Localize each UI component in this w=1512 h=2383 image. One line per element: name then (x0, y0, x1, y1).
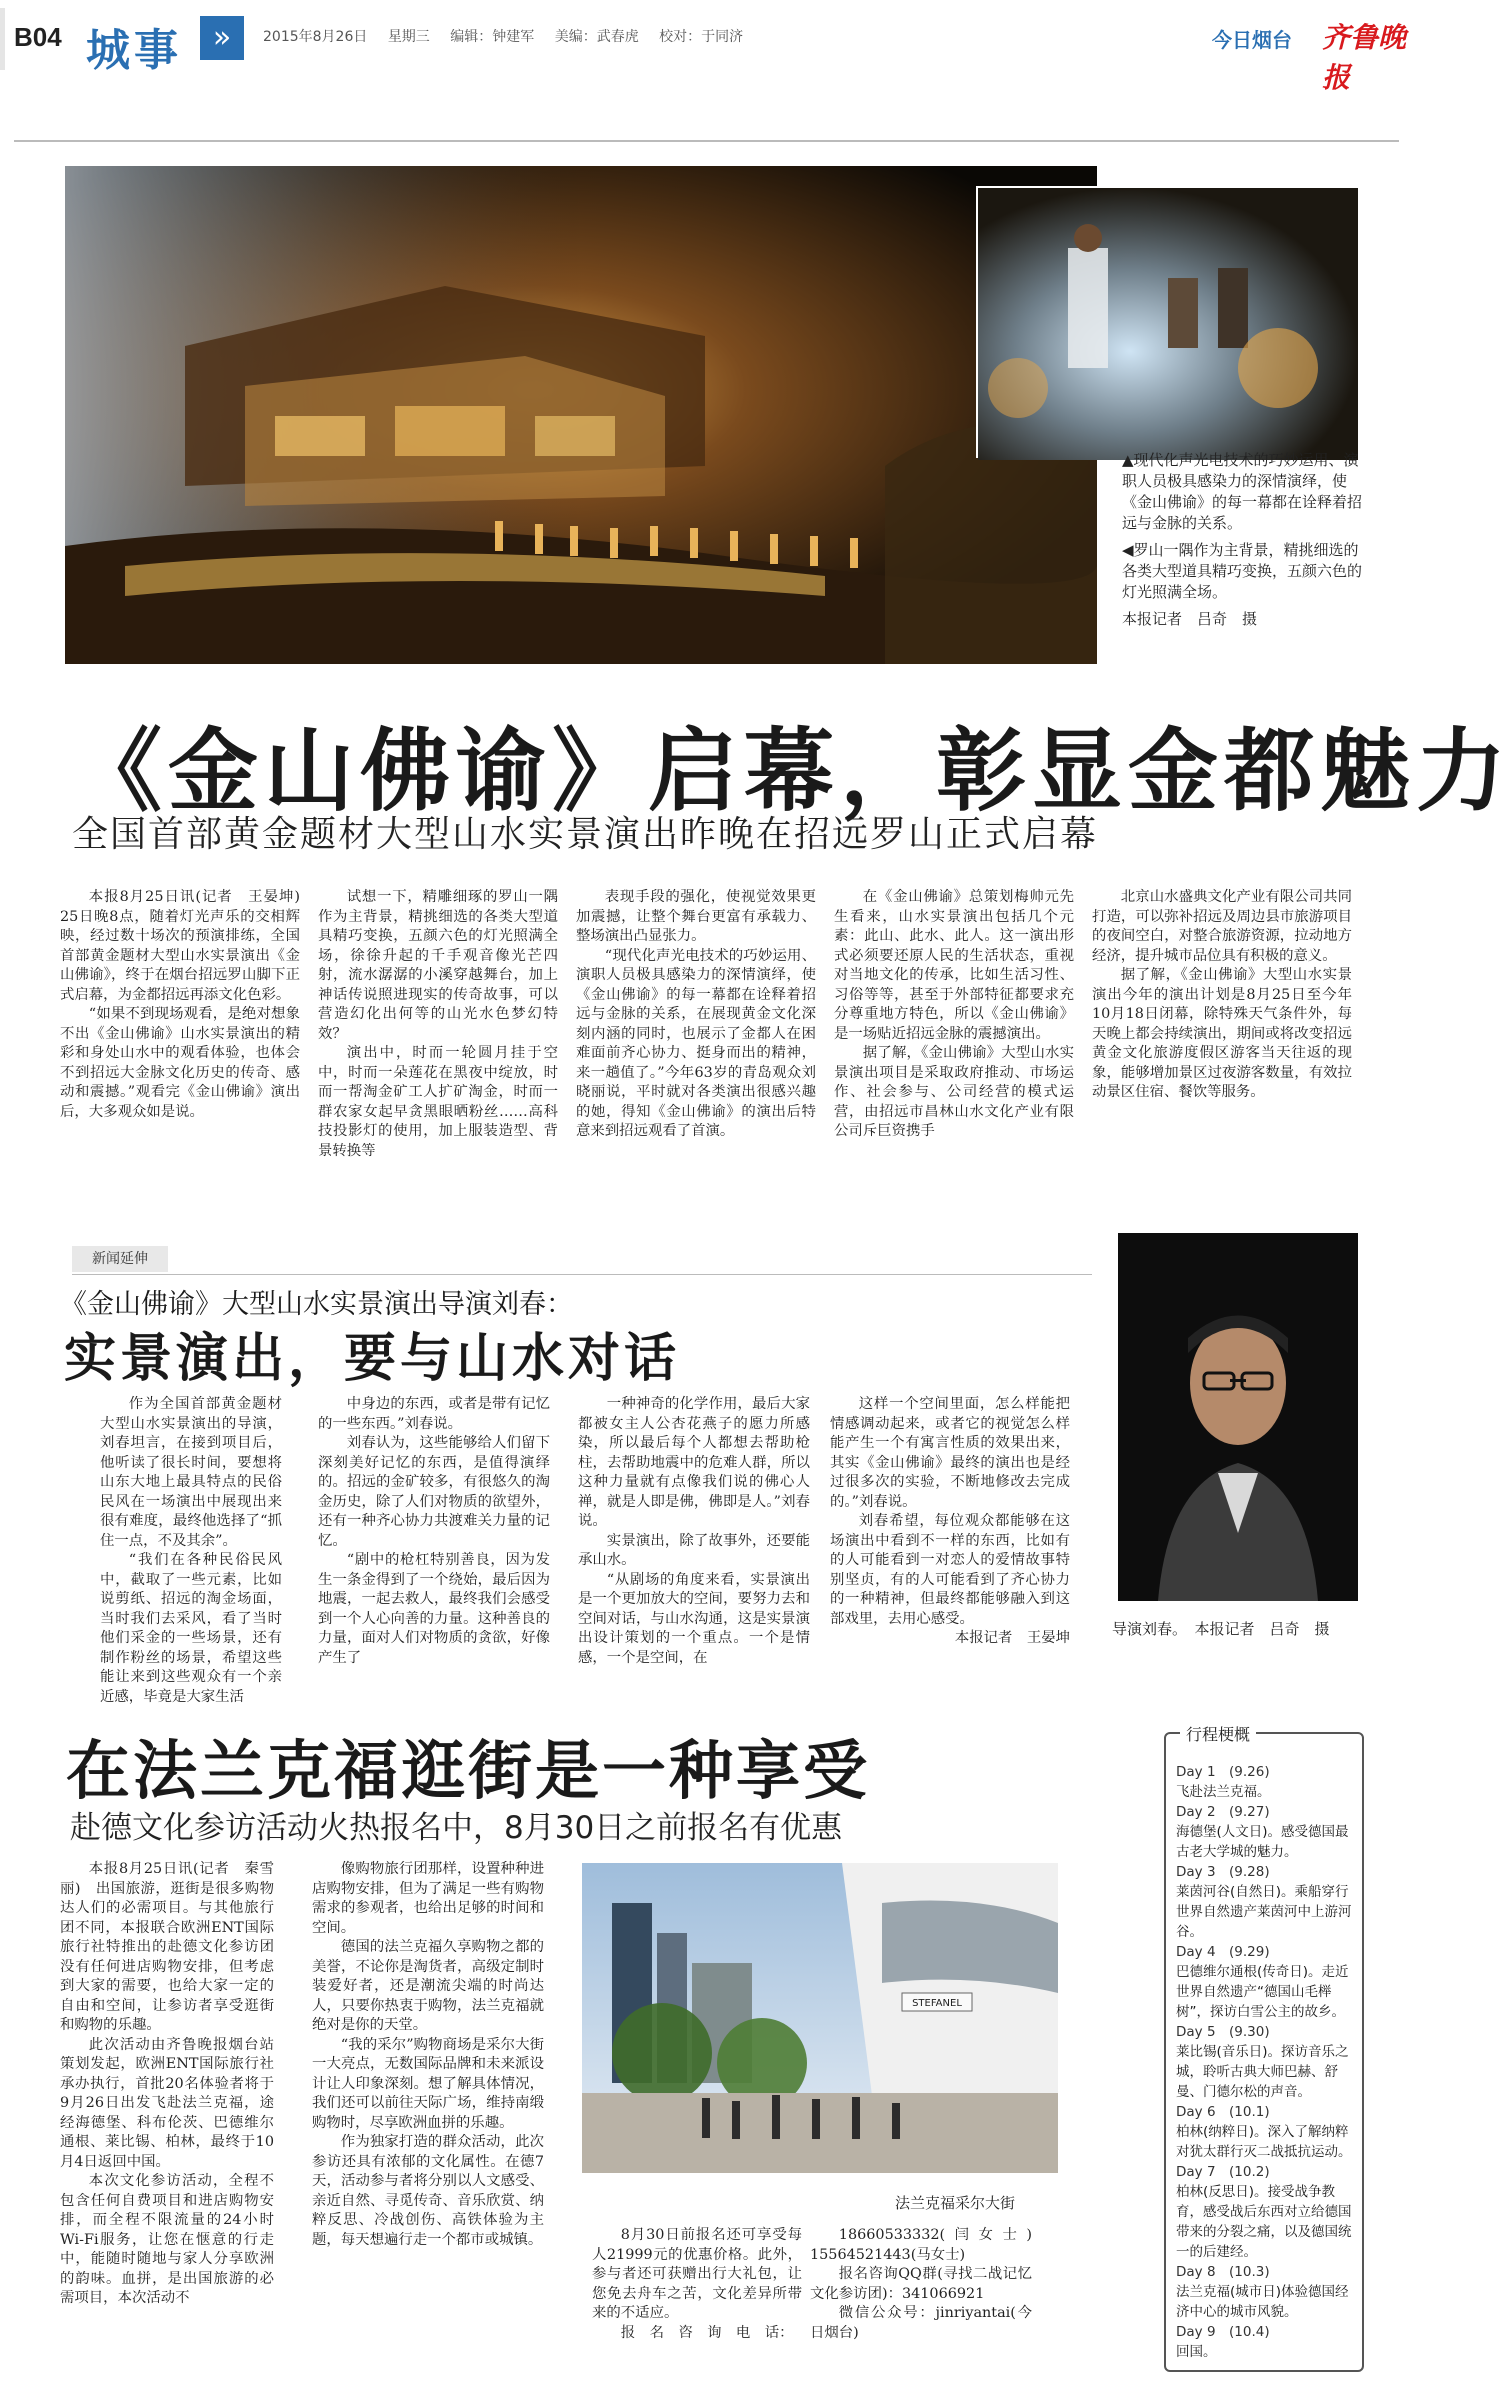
inset-photo-art (978, 188, 1358, 460)
subheadline-main: 全国首部黄金题材大型山水实景演出昨晚在招远罗山正式启幕 (72, 814, 1099, 855)
paragraph: 此次活动由齐鲁晚报烟台站策划发起，欧洲ENT国际旅行社承办执行，首批20名体验者将于9月26日出发飞赴法兰克福，途经海德堡、科布伦茨、巴德维尔通根、莱比锡、柏林，最终于10月4日返回中国。 (60, 2036, 274, 2170)
paragraph: “剧中的枪杠特别善良，因为发生一条金得到了一个绕始，最后因为地震，一起去救人，最终我们会感受到一个人心向善的力量。这种善良的力量，面对人们对物质的贪欲，好像产生了 (318, 1552, 550, 1666)
paragraph: 表现手段的强化，使视觉效果更加震撼，让整个舞台更富有承载力、整场演出凸显张力。 (576, 889, 816, 944)
itinerary-day-label: Day 5 (9.30) (1176, 2024, 1270, 2040)
frankfurt-street-photo (582, 1863, 1058, 2173)
article1-column-4 (834, 888, 1074, 1258)
itinerary-day-label: Day 8 (10.3) (1176, 2264, 1270, 2280)
header-edge-bar (0, 8, 5, 70)
contact-phones: 18660533332(闫女士) 15564521443(马女士) (810, 2227, 1047, 2263)
headline-main: 《金山佛谕》启幕，彰显金都魅力 (72, 719, 1512, 824)
itinerary-day-text: 柏林(纳粹日)。深入了解纳粹对犹太群行灭二战抵抗运动。 (1176, 2124, 1352, 2160)
edition-name: 今日烟台 (1212, 28, 1292, 52)
paragraph: 作为独家打造的群众活动，此次参访还具有浓郁的文化属性。在德7天，活动参与者将分别以人文感受、亲近自然、寻觅传奇、音乐欣赏、纳粹反思、冷战创伤、高铁体验为主题，每天想遍行走一个都市或城镇。 (312, 2134, 544, 2248)
street-photo-caption: 法兰克福采尔大街 (895, 2194, 1016, 2212)
caption-line: ▲现代化声光电技术的巧妙运用、演职人员极具感染力的深情演绎，使《金山佛谕》的每一幕都在诠释着招远与金脉的关系。 (1122, 451, 1363, 532)
article2-column-3 (578, 1395, 810, 1695)
issue-date: 2015年8月26日 (263, 29, 368, 45)
paragraph: 本报8月25日讯(记者 秦雪丽) 出国旅游，逛街是很多购物达人们的必需项目。与其他旅行团不同，本报联合欧洲ENT国际旅行社特推出的赴德文化参访团没有任何进店购物安排，但考虑到大家的需要，也给大家一定的自由和空间，让参访者享受逛街和购物的乐趣。 (60, 1861, 274, 2033)
photo-credit: 本报记者 吕奇 摄 (1122, 610, 1258, 628)
paragraph: 德国的法兰克福久享购物之都的美誉，不论你是淘货者，高级定制时装爱好者，还是潮流尖端的时尚达人，只要你热衷于购物，法兰克福就绝对是你的天堂。 (312, 1939, 544, 2033)
itinerary-day-label: Day 7 (10.2) (1176, 2164, 1270, 2180)
paragraph: 试想一下，精雕细琢的罗山一隅作为主背景，精挑细选的各类大型道具精巧变换，五颜六色的灯光照满全场，徐徐升起的千手观音像光芒四射，流水潺潺的小溪穿越舞台，加上神话传说照进现实的传奇故事，可以营造幻化出何等的山光水色梦幻特效？ (318, 889, 558, 1042)
shop-sign-text: STEFANEL (912, 1998, 962, 2009)
article2-headline: 实景演出，要与山水对话 (64, 1329, 681, 1389)
paragraph: 这样一个空间里面，怎么样能把情感调动起来，或者它的视觉怎么样能产生一个有寓言性质的效果出来，其实《金山佛谕》最终的演出也是经过很多次的实验，不断地修改去完成的。”刘春说。 (830, 1396, 1070, 1510)
paragraph: 据了解，《金山佛谕》大型山水实景演出今年的演出计划是8月25日至今年10月18日闭幕，除特殊天气条件外，每天晚上都会持续演出，期间或将改变招远黄金文化旅游度假区游客当天往返的现象，能够增加景区过夜游客数量，有效拉动景区住宿、餐饮等服务。 (1092, 967, 1352, 1100)
paragraph: “我们在各种民俗民风中，截取了一些元素，比如说剪纸、招远的淘金场面，当时我们去采风，看了当时他们采金的一些场景，还有制作粉丝的场景，希望这些能让来到这些观众有一个亲近感，毕竟是大家生活 (100, 1552, 282, 1705)
itinerary-day-text: 莱茵河谷(自然日)。乘船穿行世界自然遗产莱茵河中上游河谷。 (1176, 1884, 1352, 1940)
itinerary-day-text: 飞赴法兰克福。 (1176, 1784, 1271, 1800)
paragraph: “现代化声光电技术的巧妙运用、演职人员极具感染力的深情演绎，使《金山佛谕》的每一幕都在诠释着招远与金脉的关系，在展现黄金文化深刻内涵的同时，也展示了金都人在困难面前齐心协力、挺身而出的精神，来一趟值了。”今年63岁的青岛观众刘晓丽说，平时就对各类演出很感兴趣的她，得知《金山佛谕》的演出后特意来到招远观看了首演。 (576, 947, 816, 1139)
paragraph: 实景演出，除了故事外，还要能承山水。 (578, 1532, 810, 1568)
paragraph: “我的采尔”购物商场是采尔大街一大亮点，无数国际品牌和未来派设计让人印象深刻。想了解具体情况，我们还可以前往天际广场，维持南缎购物时，尽享欧洲血拼的乐趣。 (312, 2036, 544, 2131)
article2-kicker: 《金山佛谕》大型山水实景演出导演刘春： (60, 1289, 573, 1320)
itinerary-day-label: Day 4 (9.29) (1176, 1944, 1270, 1960)
itinerary-day-text: 海德堡(人文日)。感受德国最古老大学城的魅力。 (1176, 1824, 1349, 1860)
article2-column-1 (100, 1395, 282, 1705)
article3-column-4 (810, 2226, 1047, 2374)
paragraph: “从剧场的角度来看，实景演出是一个更加放大的空间，要努力去和空间对话，与山水沟通，这是实景演出设计策划的一个重点。一个是情感，一个是空间，在 (578, 1571, 810, 1666)
paragraph: 像购物旅行团那样，设置种种进店购物安排，但为了满足一些有购物需求的参观者，也给出足够的时间和空间。 (312, 1861, 544, 1936)
news-extension-divider (72, 1274, 1092, 1275)
paragraph: 据了解，《金山佛谕》大型山水实景演出项目是采取政府推动、市场运作、社会参与、公司经营的模式运营，由招远市昌林山水文化产业有限公司斥巨资携手 (834, 1045, 1074, 1139)
proofreader-credit: 校对：于同济 (659, 29, 744, 45)
itinerary-day-label: Day 2 (9.27) (1176, 1804, 1270, 1820)
paragraph: 演出中，时而一轮圆月挂于空中，时而一朵莲花在黑夜中绽放，时而一帮淘金矿工人扩矿淘金，时而一群农家女起早贪黑眼晒粉丝……高科技投影灯的使用，加上服装造型、背景转换等 (318, 1045, 558, 1159)
performance-photo (65, 166, 1097, 664)
paragraph: 北京山水盛典文化产业有限公司共同打造，可以弥补招远及周边县市旅游项目的夜间空白，对整合旅游资源，拉动地方经济，提升城市品位具有积极的意义。 (1092, 889, 1352, 964)
article3-column-3 (592, 2226, 802, 2374)
paragraph: 刘春认为，这些能够给人们留下深刻美好记忆的东西，是值得演绎的。招远的金矿较多，有很悠久的淘金历史，除了人们对物质的欲望外，还有一种齐心协力共渡难关力量的记忆。 (318, 1435, 550, 1549)
article1-column-5 (1092, 888, 1352, 1258)
inset-performers-photo (976, 186, 1356, 458)
paragraph: 刘春希望，每位观众都能够在这场演出中看到不一样的东西，比如有的人可能看到一对恋人的爱情故事特别坚贞，有的人可能看到了齐心协力的一种精神，但最终都能够融入到这部戏里，去用心感受。 (830, 1513, 1070, 1627)
header-divider (14, 140, 1399, 142)
page-number: B04 (14, 22, 62, 52)
itinerary-list (1176, 1762, 1356, 2362)
article2-column-4 (830, 1395, 1070, 1695)
paragraph: 中身边的东西，或者是带有记忆的一些东西。”刘春说。 (318, 1396, 550, 1432)
performance-photo-art (65, 166, 1097, 664)
issue-weekday: 星期三 (387, 29, 430, 45)
section-title: 城事 (86, 25, 182, 76)
paragraph: 报 名 咨 询 电 话： (620, 2324, 794, 2341)
paragraph: “如果不到现场观看，是绝对想象不出《金山佛谕》山水实景演出的精彩和身处山水中的观看体验，也体会不到招远大金脉文化历史的传奇、感动和震撼。”观看完《金山佛谕》演出后，大多观众如是说。 (60, 1006, 300, 1120)
article3-headline: 在法兰克福逛街是一种享受 (66, 1735, 870, 1809)
contact-qq: 报名咨询QQ群(寻找二战记忆文化参访团)：341066921 (810, 2266, 1032, 2302)
newspaper-logo: 齐鲁晚报 (1322, 21, 1407, 94)
article1-column-1 (60, 888, 315, 1258)
paragraph: 8月30日前报名还可享受每人21999元的优惠价格。此外，参与者还可获赠出行大礼包，让您免去舟车之苦，文化差异所带来的不适应。 (592, 2227, 802, 2321)
article1-column-3 (576, 888, 816, 1258)
itinerary-day-text: 莱比锡(音乐日)。探访音乐之城，聆听古典大师巴赫、舒曼、门德尔松的声音。 (1176, 2044, 1349, 2100)
itinerary-day-label: Day 9 (10.4) (1176, 2324, 1270, 2340)
itinerary-day-label: Day 1 (9.26) (1176, 1764, 1270, 1780)
contact-wechat: 微信公众号：jinriyantai(今日烟台) (810, 2305, 1032, 2341)
designer-credit: 美编：武春虎 (554, 29, 639, 45)
itinerary-day-text: 回国。 (1176, 2344, 1217, 2360)
caption-line: ◀罗山一隅作为主背景，精挑细选的各类大型道具精巧变换，五颜六色的灯光照满全场。 (1122, 541, 1363, 601)
paragraph: 作为全国首部黄金题材大型山水实景演出的导演，刘春坦言，在接到项目后，他听读了很长时间，要想将山东大地上最具特点的民俗民风在一场演出中展现出来很有难度，最终他选择了“抓住一点，不及其余”。 (100, 1396, 282, 1549)
paragraph: 本次文化参访活动，全程不包含任何自费项目和进店购物安排，而全程不限流量的24小时Wi-Fi服务，让您在惬意的行走中，能随时随地与家人分享欧洲的韵味。血拼，是出国旅游的必需项目，本次活动不 (60, 2173, 274, 2306)
director-portrait-photo (1118, 1233, 1358, 1601)
street-photo-art (582, 1863, 1058, 2173)
itinerary-day-text: 法兰克福(城市日)体验德国经济中心的城市风貌。 (1176, 2284, 1349, 2320)
reporter-credit: 本报记者 王晏坤 (954, 1630, 1070, 1646)
itinerary-day-label: Day 6 (10.1) (1176, 2104, 1270, 2120)
section-arrow-icon: » (200, 16, 244, 60)
article3-column-1 (60, 1860, 274, 2370)
itinerary-day-text: 柏林(反思日)。接受战争教育，感受战后东西对立给德国带来的分裂之痛，以及德国统一的后建经。 (1176, 2184, 1352, 2260)
editor-credit: 编辑：钟建军 (450, 29, 535, 45)
article1-column-2 (318, 888, 558, 1258)
paragraph: 一种神奇的化学作用，最后大家都被女主人公杏花燕子的愿力所感染，所以最后每个人都想去帮助枪柱，去帮助地震中的危难人群，所以这种力量就有点像我们说的佛心人禅，就是人即是佛，佛即是人。”刘春说。 (578, 1396, 810, 1529)
paragraph: 本报8月25日讯(记者 王晏坤) 25日晚8点，随着灯光声乐的交相辉映，经过数十场次的预演排练，全国首部黄金题材大型山水实景演出《金山佛谕》，终于在烟台招远罗山脚下正式启幕，为金都招远再添文化色彩。 (60, 889, 315, 1003)
news-extension-tag: 新闻延伸 (72, 1246, 168, 1272)
director-portrait-art (1118, 1233, 1358, 1601)
header-meta (263, 26, 759, 46)
itinerary-title: 行程梗概 (1180, 1722, 1256, 1745)
itinerary-day-text: 巴德维尔通根(传奇日)。走近世界自然遗产“德国山毛榉树”，探访白雪公主的故乡。 (1176, 1964, 1349, 2020)
main-photo-caption (1122, 450, 1362, 636)
paragraph: 在《金山佛谕》总策划梅帅元先生看来，山水实景演出包括几个元素：此山、此水、此人。这一演出形式必须要还原人民的生活状态，重视对当地文化的传承，比如生活习性、习俗等等，甚至于外部特征都要求充分尊重地方特色，所以《金山佛谕》是一场贴近招远金脉的震撼演出。 (834, 889, 1074, 1042)
article3-column-2 (312, 1860, 544, 2370)
itinerary-day-label: Day 3 (9.28) (1176, 1864, 1270, 1880)
article3-subheadline: 赴德文化参访活动火热报名中，8月30日之前报名有优惠 (70, 1810, 843, 1846)
article2-column-2 (318, 1395, 550, 1695)
director-photo-caption: 导演刘春。 本报记者 吕奇 摄 (1112, 1620, 1330, 1638)
